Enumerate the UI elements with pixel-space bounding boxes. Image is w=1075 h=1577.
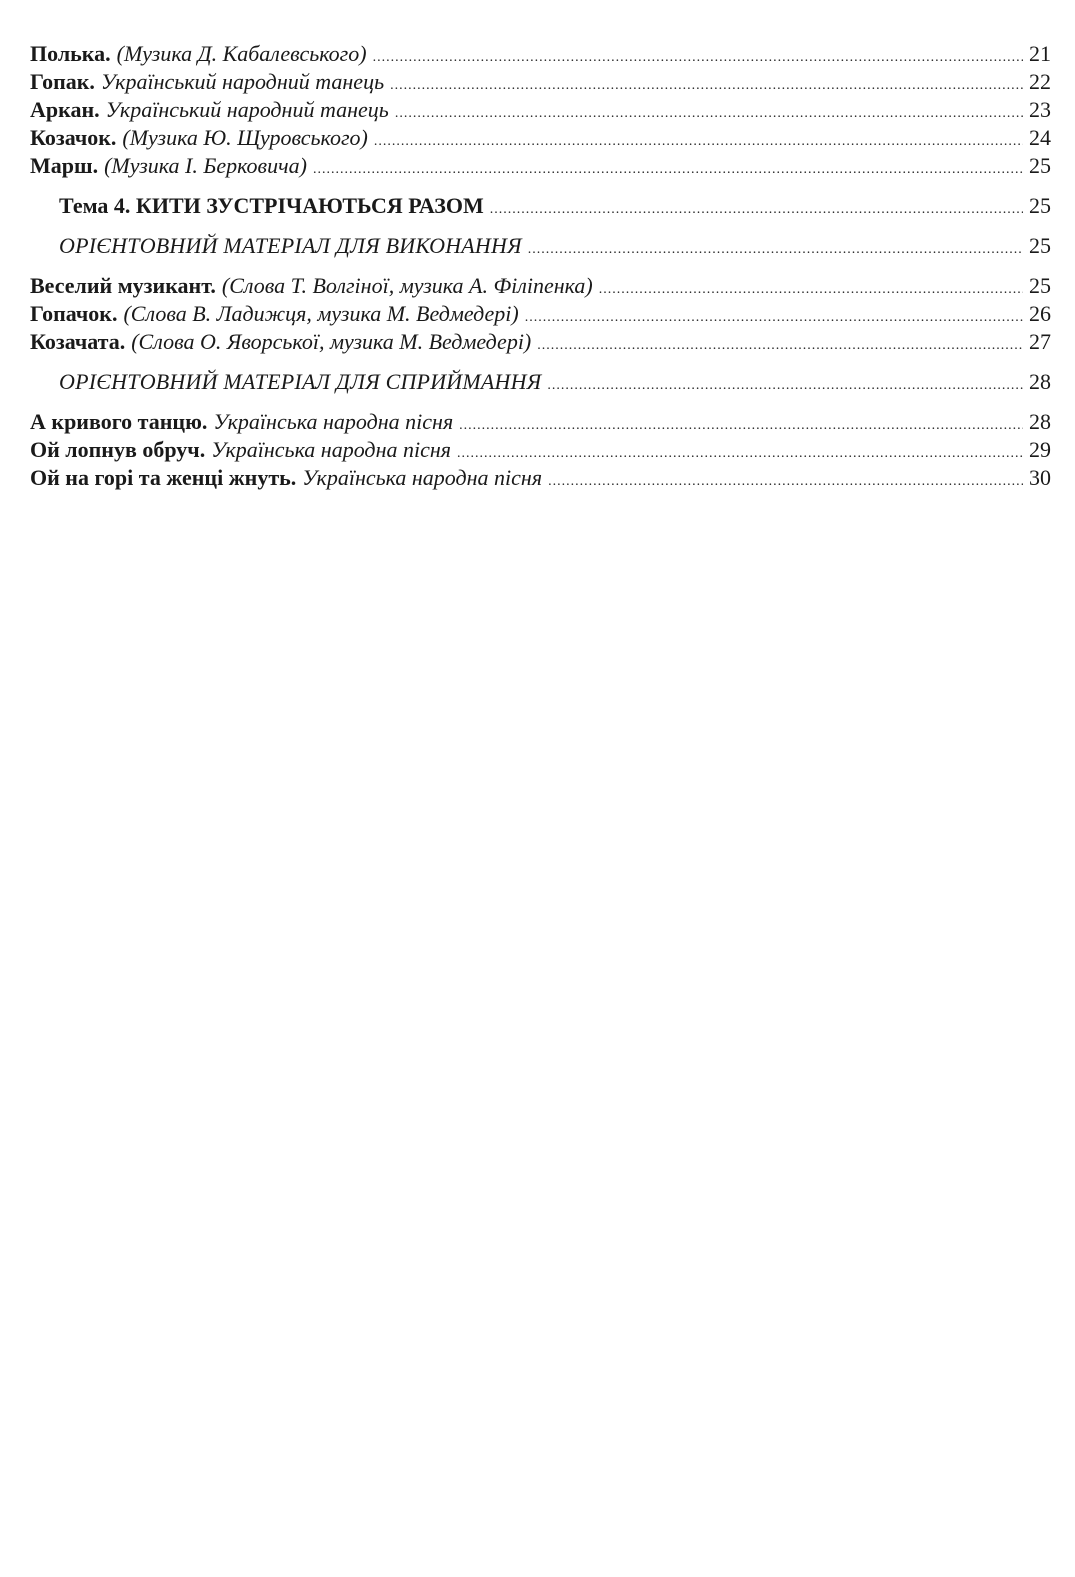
entry-title: Козачата.: [30, 329, 126, 354]
subsection-title: ОРІЄНТОВНИЙ МАТЕРІАЛ ДЛЯ ВИКОНАННЯ: [59, 233, 522, 258]
entry-page-number: 24: [1029, 125, 1051, 150]
toc-entry: [30, 272, 1051, 300]
entry-title: Ой лопнув обруч.: [30, 437, 206, 462]
entry-page-number: 22: [1029, 69, 1051, 94]
toc-entry: [30, 464, 1051, 492]
entry-page-number: 28: [1029, 409, 1051, 434]
dot-leader: [537, 332, 1023, 360]
toc-entry: [30, 152, 1051, 180]
entry-credit: (Слова О. Яворської, музика М. Ведмедері): [131, 329, 532, 354]
entry-page-number: 30: [1029, 465, 1051, 490]
subsection-title: ОРІЄНТОВНИЙ МАТЕРІАЛ ДЛЯ СПРИЙМАННЯ: [59, 369, 542, 394]
entry-title: Ой на горі та женці жнуть.: [30, 465, 297, 490]
dot-leader: [395, 100, 1023, 128]
entry-page-number: 25: [1029, 153, 1051, 178]
toc-entry: [30, 328, 1051, 356]
dot-leader: [374, 128, 1023, 156]
dot-leader: [490, 196, 1023, 224]
toc-entry: [30, 436, 1051, 464]
dot-leader: [599, 276, 1023, 304]
toc-entry: [30, 68, 1051, 96]
entry-title: Полька.: [30, 41, 111, 66]
entry-page-number: 29: [1029, 437, 1051, 462]
dot-leader: [390, 72, 1023, 100]
entry-title: Марш.: [30, 153, 99, 178]
subsection-page-number: 25: [1029, 233, 1051, 258]
entry-credit: Українська народна пісня: [211, 437, 451, 462]
toc-subsection-heading: [30, 368, 1051, 396]
entry-title: Веселий музикант.: [30, 273, 216, 298]
entry-page-number: 21: [1029, 41, 1051, 66]
toc-entry: [30, 408, 1051, 436]
section-title: Тема 4. КИТИ ЗУСТРІЧАЮТЬСЯ РАЗОМ: [59, 193, 484, 218]
entry-credit: (Музика Ю. Щуровського): [122, 125, 368, 150]
entry-title: Козачок.: [30, 125, 117, 150]
dot-leader: [525, 304, 1023, 332]
entry-title: Гопачок.: [30, 301, 118, 326]
toc-entry: [30, 124, 1051, 152]
entry-page-number: 26: [1029, 301, 1051, 326]
toc-section-heading: [30, 192, 1051, 220]
toc-subsection-heading: [30, 232, 1051, 260]
section-page-number: 25: [1029, 193, 1051, 218]
entry-credit: Український народний танець: [105, 97, 389, 122]
entry-credit: (Музика І. Берковича): [104, 153, 307, 178]
entry-page-number: 23: [1029, 97, 1051, 122]
entry-page-number: 27: [1029, 329, 1051, 354]
subsection-page-number: 28: [1029, 369, 1051, 394]
entry-title: Гопак.: [30, 69, 95, 94]
entry-credit: (Музика Д. Кабалевського): [116, 41, 367, 66]
dot-leader: [373, 44, 1023, 72]
entry-credit: (Слова В. Ладижця, музика М. Ведмедері): [123, 301, 519, 326]
dot-leader: [548, 468, 1023, 496]
dot-leader: [313, 156, 1023, 184]
entry-credit: (Слова Т. Волгіної, музика А. Філіпенка): [221, 273, 593, 298]
entry-title: Аркан.: [30, 97, 100, 122]
toc-entry: [30, 40, 1051, 68]
entry-credit: Український народний танець: [100, 69, 385, 94]
dot-leader: [459, 412, 1023, 440]
entry-credit: Українська народна пісня: [213, 409, 454, 434]
dot-leader: [547, 372, 1023, 400]
entry-page-number: 25: [1029, 273, 1051, 298]
entry-credit: Українська народна пісня: [302, 465, 543, 490]
toc-entry: [30, 96, 1051, 124]
dot-leader: [528, 236, 1023, 264]
toc-entry: [30, 300, 1051, 328]
table-of-contents: [30, 40, 1051, 492]
entry-title: А кривого танцю.: [30, 409, 208, 434]
